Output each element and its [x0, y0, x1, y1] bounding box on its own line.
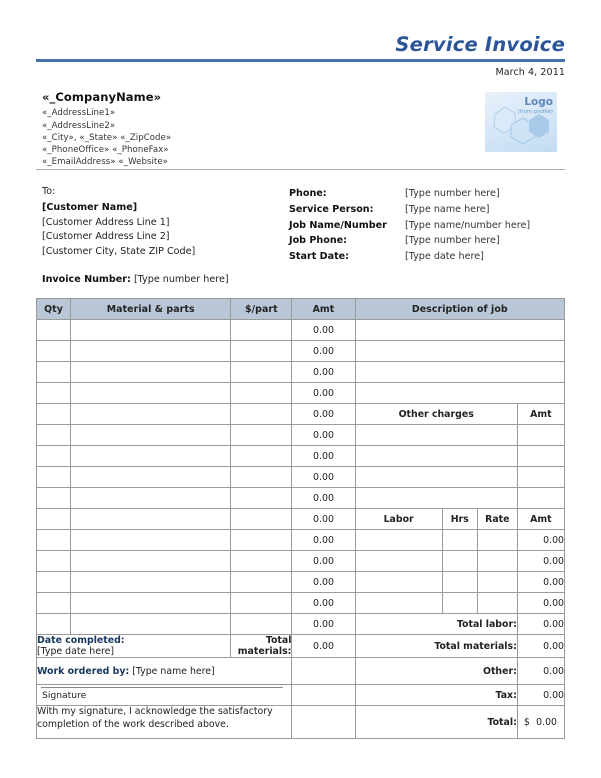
- invoice-number-value[interactable]: [Type number here]: [133, 274, 229, 285]
- cell-amt: 0.00: [292, 572, 355, 593]
- cell-amt: 0.00: [292, 593, 355, 614]
- other-charges-header-row: [37, 404, 565, 425]
- labor-amt-header: Amt: [517, 509, 564, 530]
- table-row[interactable]: [37, 383, 565, 404]
- tax-label: Tax:: [355, 685, 517, 706]
- cell-labor-amt: 0.00: [517, 593, 564, 614]
- cell-labor-amt: 0.00: [517, 551, 564, 572]
- customer-name[interactable]: [Customer Name]: [42, 202, 138, 214]
- cell-rate[interactable]: [477, 593, 517, 614]
- cell-per-part[interactable]: [231, 404, 292, 425]
- cell-qty[interactable]: [37, 446, 71, 467]
- cell-amt: 0.00: [292, 425, 355, 446]
- job-contact-block: [289, 186, 530, 264]
- total-materials-left-label: Total materials:: [231, 635, 292, 658]
- phone-label: Phone:: [289, 188, 327, 200]
- table-row[interactable]: [37, 488, 565, 509]
- cell-labor-amt: 0.00: [517, 530, 564, 551]
- page-title: Service Invoice: [395, 33, 565, 56]
- date-completed-cell[interactable]: [37, 635, 231, 658]
- other-charges-header: Other charges: [355, 404, 517, 425]
- table-row[interactable]: [37, 551, 565, 572]
- work-ordered-cell[interactable]: [37, 658, 292, 685]
- total-value-cell: [517, 706, 564, 739]
- cell-material[interactable]: [71, 614, 231, 635]
- cell-qty[interactable]: [37, 509, 71, 530]
- cell-material[interactable]: [71, 404, 231, 425]
- document-header: [36, 0, 565, 55]
- cell-material[interactable]: [71, 530, 231, 551]
- cell-per-part[interactable]: [231, 509, 292, 530]
- other-label: Other:: [355, 658, 517, 685]
- cell-amt: 0.00: [292, 467, 355, 488]
- cell-per-part[interactable]: [231, 530, 292, 551]
- table-row[interactable]: [37, 362, 565, 383]
- company-address-line: «_EmailAddress» «_Website»: [42, 157, 168, 168]
- title-divider: [36, 59, 565, 62]
- total-labor-row: [37, 614, 565, 635]
- start-date-label: Start Date:: [289, 250, 349, 262]
- total-value: 0.00: [536, 716, 557, 728]
- cell-per-part[interactable]: [231, 572, 292, 593]
- total-labor-label: Total labor:: [355, 614, 517, 635]
- cell-qty[interactable]: [37, 614, 71, 635]
- date-completed-value[interactable]: [Type date here]: [37, 646, 115, 658]
- cell-rate[interactable]: [477, 572, 517, 593]
- cell-amt: 0.00: [292, 530, 355, 551]
- cell-qty[interactable]: [37, 362, 71, 383]
- tax-row: [37, 685, 565, 706]
- customer-address-line[interactable]: [Customer Address Line 1]: [42, 216, 170, 228]
- job-phone-value[interactable]: [Type number here]: [405, 235, 500, 247]
- company-address-line: «_AddressLine1»: [42, 108, 116, 119]
- cell-description[interactable]: [355, 362, 564, 383]
- column-header-description: Description of job: [355, 299, 564, 320]
- cell-material[interactable]: [71, 341, 231, 362]
- hrs-header: Hrs: [442, 509, 477, 530]
- contact-row-start-date: [289, 249, 530, 265]
- service-person-value[interactable]: [Type name here]: [405, 203, 490, 215]
- cell-description[interactable]: [355, 383, 564, 404]
- date-completed-label: Date completed:: [37, 635, 125, 647]
- total-labor-value: 0.00: [517, 614, 564, 635]
- spacer-cell: [292, 706, 355, 739]
- column-header-amt: Amt: [292, 299, 355, 320]
- company-address-line: «_AddressLine2»: [42, 120, 116, 131]
- cell-qty[interactable]: [37, 341, 71, 362]
- column-header-material: Material & parts: [71, 299, 231, 320]
- bill-to-block: [42, 186, 287, 285]
- cell-material[interactable]: [71, 551, 231, 572]
- cell-per-part[interactable]: [231, 614, 292, 635]
- document-date: March 4, 2011: [495, 67, 565, 79]
- cell-other-charge-amt[interactable]: [517, 488, 564, 509]
- table-row[interactable]: [37, 530, 565, 551]
- cell-per-part[interactable]: [231, 362, 292, 383]
- cell-hrs[interactable]: [442, 572, 477, 593]
- total-materials-label: Total materials:: [355, 635, 517, 658]
- cell-hrs[interactable]: [442, 551, 477, 572]
- contact-row-job-name: [289, 218, 530, 234]
- total-label: Total:: [355, 706, 517, 739]
- cell-other-charge[interactable]: [355, 488, 517, 509]
- other-charges-amt-header: Amt: [517, 404, 564, 425]
- address-divider: [36, 169, 565, 170]
- cell-amt: 0.00: [292, 341, 355, 362]
- other-value: 0.00: [517, 658, 564, 685]
- grand-total-row: [37, 706, 565, 739]
- cell-qty[interactable]: [37, 320, 71, 341]
- company-address-line: «_PhoneOffice» «_PhoneFax»: [42, 145, 169, 156]
- cell-material[interactable]: [71, 383, 231, 404]
- service-person-label: Service Person:: [289, 203, 374, 215]
- cell-amt: 0.00: [292, 404, 355, 425]
- job-name-value[interactable]: [Type name/number here]: [405, 219, 531, 231]
- cell-per-part[interactable]: [231, 551, 292, 572]
- cell-amt: 0.00: [292, 320, 355, 341]
- spacer-cell: [292, 685, 355, 706]
- cell-material[interactable]: [71, 572, 231, 593]
- cell-description[interactable]: [355, 341, 564, 362]
- cell-amt: 0.00: [292, 509, 355, 530]
- cell-rate[interactable]: [477, 551, 517, 572]
- customer-address-line[interactable]: [Customer City, State ZIP Code]: [42, 245, 196, 257]
- cell-material[interactable]: [71, 425, 231, 446]
- to-label: To:: [42, 186, 56, 198]
- contact-row-phone: [289, 186, 530, 202]
- cell-per-part[interactable]: [231, 593, 292, 614]
- cell-per-part[interactable]: [231, 320, 292, 341]
- customer-address-line[interactable]: [Customer Address Line 2]: [42, 231, 170, 243]
- start-date-value[interactable]: [Type date here]: [405, 250, 484, 262]
- cell-qty[interactable]: [37, 425, 71, 446]
- cell-labor[interactable]: [355, 572, 442, 593]
- contact-row-job-phone: [289, 233, 530, 249]
- logo-label: Logo: [524, 96, 553, 109]
- total-materials-value: 0.00: [517, 635, 564, 658]
- logo-sublabel: (from profile): [517, 108, 553, 115]
- table-header-row: [37, 299, 565, 320]
- cell-qty[interactable]: [37, 404, 71, 425]
- company-address-block: [42, 90, 171, 168]
- cell-material[interactable]: [71, 509, 231, 530]
- tax-value: 0.00: [517, 685, 564, 706]
- cell-amt: 0.00: [292, 446, 355, 467]
- table-row[interactable]: [37, 467, 565, 488]
- cell-other-charge[interactable]: [355, 446, 517, 467]
- cell-qty[interactable]: [37, 593, 71, 614]
- table-row[interactable]: [37, 341, 565, 362]
- cell-labor-amt: 0.00: [517, 572, 564, 593]
- cell-qty[interactable]: [37, 383, 71, 404]
- table-row[interactable]: [37, 593, 565, 614]
- cell-labor[interactable]: [355, 593, 442, 614]
- labor-header-row: [37, 509, 565, 530]
- signature-label: Signature: [42, 690, 87, 702]
- contact-row-service-person: [289, 202, 530, 218]
- cell-per-part[interactable]: [231, 488, 292, 509]
- job-phone-label: Job Phone:: [289, 235, 347, 247]
- company-logo-section: [36, 90, 565, 168]
- cell-material[interactable]: [71, 467, 231, 488]
- cell-per-part[interactable]: [231, 425, 292, 446]
- table-row[interactable]: [37, 425, 565, 446]
- currency-symbol: $: [523, 716, 530, 728]
- cell-other-charge[interactable]: [355, 425, 517, 446]
- cell-qty[interactable]: [37, 551, 71, 572]
- logo-placeholder[interactable]: [485, 92, 557, 152]
- cell-per-part[interactable]: [231, 467, 292, 488]
- cell-material[interactable]: [71, 362, 231, 383]
- rate-header: Rate: [477, 509, 517, 530]
- cell-rate[interactable]: [477, 530, 517, 551]
- cell-material[interactable]: [71, 593, 231, 614]
- cell-other-charge-amt[interactable]: [517, 446, 564, 467]
- company-address-line: «_City», «_State» «_ZipCode»: [42, 132, 172, 143]
- column-header-qty: Qty: [37, 299, 71, 320]
- invoice-table: [36, 298, 565, 739]
- cell-amt: 0.00: [292, 362, 355, 383]
- phone-value[interactable]: [Type number here]: [405, 188, 500, 200]
- cell-material[interactable]: [71, 488, 231, 509]
- invoice-number-row: [42, 274, 287, 285]
- cell-other-charge[interactable]: [355, 467, 517, 488]
- total-materials-row: [37, 635, 565, 658]
- cell-qty[interactable]: [37, 530, 71, 551]
- other-total-row: [37, 658, 565, 685]
- table-row[interactable]: [37, 320, 565, 341]
- cell-material[interactable]: [71, 320, 231, 341]
- labor-header: Labor: [355, 509, 442, 530]
- cell-hrs[interactable]: [442, 530, 477, 551]
- cell-per-part[interactable]: [231, 446, 292, 467]
- cell-amt: 0.00: [292, 614, 355, 635]
- cell-amt: 0.00: [292, 551, 355, 572]
- cell-qty[interactable]: [37, 488, 71, 509]
- recipient-section: [36, 186, 565, 286]
- column-header-per-part: $/part: [231, 299, 292, 320]
- cell-other-charge-amt[interactable]: [517, 425, 564, 446]
- logo-caption: [518, 97, 554, 115]
- cell-material[interactable]: [71, 446, 231, 467]
- signature-cell[interactable]: [37, 685, 292, 706]
- cell-per-part[interactable]: [231, 383, 292, 404]
- cell-labor[interactable]: [355, 551, 442, 572]
- cell-other-charge-amt[interactable]: [517, 467, 564, 488]
- acknowledgement-text: With my signature, I acknowledge the satisfactory completion of the work described above.: [37, 706, 292, 739]
- spacer-cell: [292, 658, 355, 685]
- cell-qty[interactable]: [37, 572, 71, 593]
- cell-amt: 0.00: [292, 488, 355, 509]
- cell-labor[interactable]: [355, 530, 442, 551]
- company-name: «_CompanyName»: [42, 90, 162, 105]
- cell-amt: 0.00: [292, 383, 355, 404]
- table-row[interactable]: [37, 446, 565, 467]
- work-ordered-value[interactable]: [Type name here]: [132, 665, 215, 677]
- cell-per-part[interactable]: [231, 341, 292, 362]
- cell-description[interactable]: [355, 320, 564, 341]
- work-ordered-label: Work ordered by:: [37, 665, 130, 677]
- cell-qty[interactable]: [37, 467, 71, 488]
- cell-hrs[interactable]: [442, 593, 477, 614]
- table-row[interactable]: [37, 572, 565, 593]
- job-name-label: Job Name/Number: [289, 219, 387, 231]
- total-materials-left-value: 0.00: [292, 635, 355, 658]
- invoice-number-label: Invoice Number:: [42, 274, 131, 285]
